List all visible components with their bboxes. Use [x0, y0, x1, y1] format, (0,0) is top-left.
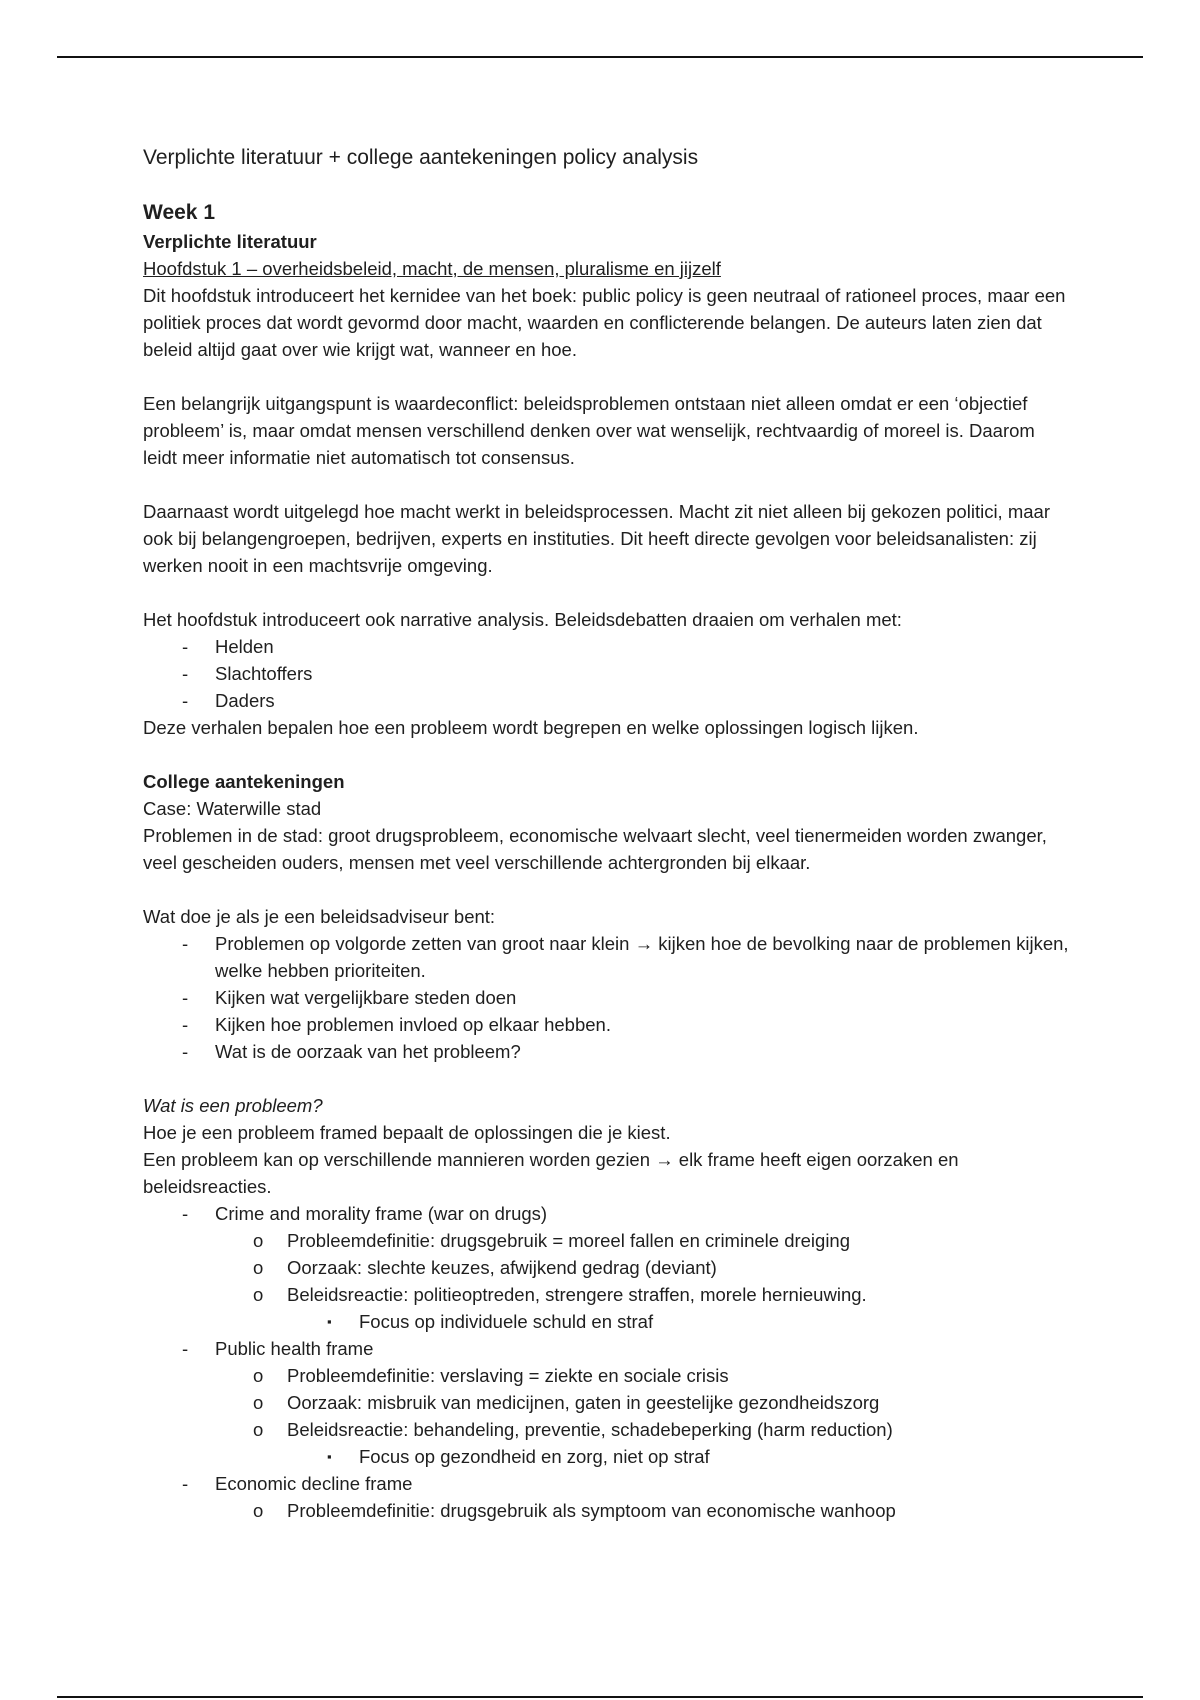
list-item: - Problemen op volgorde zetten van groot naar klein → kijken hoe de bevolking naar de problemen kijken, welke hebben prioriteiten.: [182, 933, 1069, 981]
paragraph: Een probleem kan op verschillende mannieren worden gezien → elk frame heeft eigen oorzaken en beleidsreacties.: [143, 1149, 959, 1197]
document-body: [143, 144, 1073, 1524]
list-item: - Wat is de oorzaak van het probleem?: [182, 1041, 521, 1062]
case-line: Case: Waterwille stad: [143, 798, 322, 819]
list-item: - Helden: [182, 636, 274, 657]
paragraph: Hoe je een probleem framed bepaalt de oplossingen die je kiest.: [143, 1122, 671, 1143]
list-item: - Slachtoffers: [182, 663, 313, 684]
paragraph: Dit hoofdstuk introduceert het kernidee van het boek: public policy is geen neutraal of rationeel proces, maar een politiek proces dat wordt gevormd door macht, waarden en conflicterende belangen. De auteurs laten zien dat beleid altijd gaat over wie krijgt wat, wanneer en hoe.: [143, 285, 1066, 360]
frame-focus: ▪ Focus op gezondheid en zorg, niet op straf: [327, 1446, 710, 1467]
frame-item: - Crime and morality frame (war on drugs): [182, 1203, 548, 1224]
frame-subitem: o Probleemdefinitie: verslaving = ziekte en sociale crisis: [253, 1365, 729, 1386]
frame-subitem: o Oorzaak: misbruik van medicijnen, gaten in geestelijke gezondheidszorg: [253, 1392, 880, 1413]
list-item: - Kijken hoe problemen invloed op elkaar hebben.: [182, 1014, 611, 1035]
lecture-heading: College aantekeningen: [143, 771, 345, 792]
frame-subitem: o Probleemdefinitie: drugsgebruik = moreel fallen en criminele dreiging: [253, 1230, 851, 1251]
advisor-list: [143, 930, 1073, 1065]
frame-subitem: o Beleidsreactie: behandeling, preventie, schadebeperking (harm reduction): [253, 1419, 893, 1440]
paragraph: Deze verhalen bepalen hoe een probleem wordt begrepen en welke oplossingen logisch lijken.: [143, 717, 919, 738]
list-item: - Kijken wat vergelijkbare steden doen: [182, 987, 517, 1008]
week-heading: Week 1: [143, 201, 215, 224]
chapter-heading: Hoofdstuk 1 – overheidsbeleid, macht, de mensen, pluralisme en jijzelf: [143, 258, 721, 279]
frame-subitem: o Oorzaak: slechte keuzes, afwijkend gedrag (deviant): [253, 1257, 717, 1278]
frame-focus: ▪ Focus op individuele schuld en straf: [327, 1311, 654, 1332]
footer-rule: [57, 1696, 1143, 1698]
frame-item: - Economic decline frame: [182, 1473, 413, 1494]
paragraph: Wat doe je als je een beleidsadviseur bent:: [143, 906, 496, 927]
frame-subitem: o Probleemdefinitie: drugsgebruik als symptoom van economische wanhoop: [253, 1500, 896, 1521]
document-title: Verplichte literatuur + college aantekeningen policy analysis: [143, 146, 699, 169]
list-item: - Daders: [182, 690, 275, 711]
problem-subheading: Wat is een probleem?: [143, 1095, 323, 1116]
frame-subitem: o Beleidsreactie: politieoptreden, strengere straffen, morele hernieuwing.: [253, 1284, 867, 1305]
literature-heading: Verplichte literatuur: [143, 231, 317, 252]
frame-item: - Public health frame: [182, 1338, 374, 1359]
narrative-list: [143, 633, 1073, 714]
paragraph: Problemen in de stad: groot drugsprobleem, economische welvaart slecht, veel tienermeiden worden zwanger, veel gescheiden ouders, mensen met veel verschillende achtergronden bij elkaar.: [143, 825, 1047, 873]
frames-list: [143, 1200, 1073, 1524]
paragraph: Het hoofdstuk introduceert ook narrative analysis. Beleidsdebatten draaien om verhalen met:: [143, 609, 902, 630]
paragraph: Een belangrijk uitgangspunt is waardeconflict: beleidsproblemen ontstaan niet alleen omdat er een ‘objectief probleem’ is, maar omdat mensen verschillend denken over wat wenselijk, rechtvaardig of moreel is. Daarom leidt meer informatie niet automatisch tot consensus.: [143, 393, 1035, 468]
paragraph: Daarnaast wordt uitgelegd hoe macht werkt in beleidsprocessen. Macht zit niet alleen bij gekozen politici, maar ook bij belangengroepen, bedrijven, experts en instituties. Dit heeft directe gevolgen voor beleidsanalisten: zij werken nooit in een machtsvrije omgeving.: [143, 501, 1050, 576]
header-rule: [57, 56, 1143, 58]
